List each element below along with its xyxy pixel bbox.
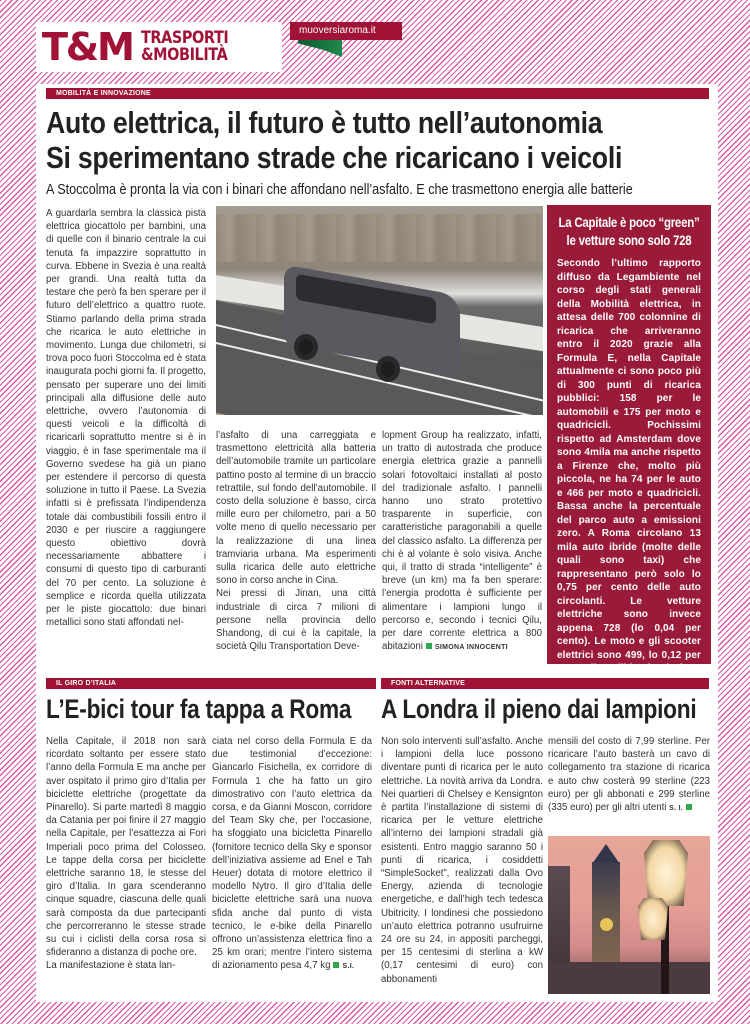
sidebar-title [554,213,705,249]
street-lamp [644,840,688,906]
sidebar-title-line1: La Capitale è poco “green” [558,214,700,230]
sidebar-text [557,257,701,689]
street-lamp [638,898,668,940]
main-article-col2-text-2: Nei pressi di Jinan, una città industriale di circa 7 milioni di persone nella provincia dello Shandong, di cui è la capitale, la società Qilu Transportation Deve- [216,588,376,653]
logo-title-line2: &MOBILITÀ [140,45,228,65]
london-signature: S. I. [669,805,684,813]
bike-article-col2 [212,735,372,974]
newspaper-page [36,84,718,1002]
logo-mark: T&M [42,25,133,69]
section-label-london: FONTI ALTERNATIVE [381,678,709,689]
main-subheadline: A Stoccolma è pronta la via con i binari che affondano nell’asfalto. E che trasmettono energia alle batterie [46,181,633,198]
main-headline [46,105,622,175]
end-square-icon [426,643,432,649]
main-article-col2-text: l’asfalto di una carreggiata e trasmettono elettricità alla batteria dell’automobile tramite un particolare pattino posto al termine di un braccio retrattile, sul fondo dell’automobile. Il costo della soluzione è basso, circa mille euro per chilometro, pari a 50 volte meno di quello necessario per la realizzazione di una linea tramviaria urbana. Ma esperimenti sulla ricarica delle auto elettriche sono in corso anche in Cina. [216,430,376,587]
london-article-col2-text: mensili del costo di 7,99 sterline. Per ricaricare l’auto basterà un cavo di collegamento tra stazione di ricarica e auto chw costerà 99 sterline (223 euro) per gli abbonati e 299 sterline (335 euro) per gli altri utenti [548,736,710,814]
london-article-col2 [548,735,710,815]
london-article-col1-text: Non solo interventi sull’asfalto. Anche i lampioni della luce possono diventare punti di ricarica per le auto elettriche. La novità arriva da Londra. Nei quartieri di Chelsey e Kensignton è partita l’installazione di sistemi di ricarica per le vetture elettriche all’interno dei lampioni stradali già esistenti. Entro maggio saranno 50 i punti di ricarica, i cosiddetti “SimpleSocket”, realizzati dalla Ovo Energy, azienda di tecnologie energetiche, e dall’high tech tedesca Ubitricity. I londinesi che possiedono un’auto elettrica potranno usufruirne 24 ore su 24, in appositi parcheggi, per 15 centesimi di sterlina a kW (0,17 centesimi di euro) con abbonamenti [381,736,543,985]
london-photo [548,836,710,994]
stone-wall [216,214,543,262]
bike-signature: S.I. [342,963,355,971]
flag-ribbon-icon [298,40,342,57]
van-photo [216,206,543,415]
logo-title [141,30,228,64]
london-headline: A Londra il pieno dai lampioni [381,694,697,724]
sidebar-box [547,205,711,674]
logo-title-line1: TRASPORTI [140,28,229,48]
main-article-col1-text: A guardarla sembra la classica pista elettrica giocattolo per bambini, una di quelle con il binario centrale la cui tenuta fa impazzire soprattutto in curva. Ebbene in Svezia è una realtà per grandi. Una realtà tutta da testare che però fa ben sperare per il futuro dell’elettrico a quattro ruote. Stiamo parlando della prima strada che ricarica le auto elettriche in movimento. Lunga due chilometri, si trova poco fuori Stoccolma ed è stata inaugurata pochi giorni fa. Il progetto, pensato per superare uno dei limiti principali alla diffusione delle auto elettriche, ovvero l’autonomia di questi veicoli e la difficoltà di ricaricarli soprattutto mentre si è in viaggio, è in fase sperimentale ma il Governo svedese ha già un piano per estendere il percorso di questa soluzione in tutto il Paese. La Svezia infatti si è prefissata l’indipendenza totale dai combustibili fossili entro il 2030 e per riuscire a raggiungere questo obiettivo dovrà necessariamente abbattere i consumi di questo tipo di carburanti del 70 per cento. La soluzione è semplice e ricorda quella utilizzata per le piste giocattolo: due binari metallici sono stati affondati nel- [46,208,206,629]
bike-headline: L’E-bici tour fa tappa a Roma [46,694,352,724]
bike-article-col1-text: Nella Capitale, il 2018 non sarà ricordato soltanto per essere stato l’anno della Formula E ma anche per aver ospitato il primo giro d’Italia per biciclette elettriche (progettate da Pinarello). Si parte martedì 8 maggio da Catania per poi finire il 27 maggio nella Capitale, per l’esattezza ai Fori Imperiali poco prima del Colosseo. Le tappe della corsa per biciclette elettriche saranno 18, le stesse del giro d’Italia. In gara scenderanno cinque squadre, ciascuna delle quali sarà composta da due partecipanti che percorreranno le stesse strade su cui i ciclisti della corsa rosa si sfideranno a distanza di poche ore. [46,736,206,959]
website-link[interactable]: muoversiaroma.it [290,22,402,40]
van-wheel [376,356,400,382]
section-label-main: MOBILITÀ E INNOVAZIONE [46,88,709,99]
van-wheel [294,334,318,360]
bike-article-col1 [46,735,206,973]
sidebar-title-line2: le vetture sono solo 728 [566,232,692,248]
bike-article-col1-text-2: La manifestazione è stata lan- [46,960,176,972]
bike-article-col2-text: ciata nel corso della Formula E da due testimonial d’eccezione: Giancarlo Fisichella, ex corridore di Formula 1 che ha fatto un giro dimostrativo con l’auto elettrica da corsa, e da Gianni Moscon, corridore del Team Sky che, per l’occasione, ha sfoggiato una bicicletta Pinarello (fornitore tecnico della Sky e sponsor dell’iniziativa assieme ad Enel e Tah Heuer) dotata di motore elettrico il modello Nytro. Il giro d’Italia delle biciclette elettriche sarà una nuova sfida anche dal punto di vista tecnico, le e-bike della Pinarello offrono un’assistenza elettrica fino a 25 km orari; mentre l’intero sistema di azionamento pesa 4,7 kg [212,736,372,972]
end-square-icon [333,962,339,968]
clock-face [600,918,613,931]
skyline [548,962,710,994]
sidebar-body: Secondo l’ultimo rapporto diffuso da Legambiente nel corso degli stati generali della Mobilità elettrica, in attesa delle 700 colonnine di ricarica che arriveranno entro il 2020 grazie alla Formula E, nella Capitale attualmente ci sono poco più di 300 punti di ricarica pubblici: 158 per le automobili e 175 per moto e quadricicli. Pochissimi rispetto ad Amsterdam dove sono 4mila ma anche rispetto a Firenze che, molto più piccola, ne ha 74 per le auto e 466 per moto e quadricicli. Bassa anche la percentuale del parco auto a emissioni zero. A Roma circolano 13 mila auto ibride (molte delle quali sono taxi) che rappresentano però solo lo 0,75 per cento delle auto circolanti. Le vetture elettriche sono invece appena 728 (lo 0,04 per cento). Le moto e gli scooter elettrici sono 499, lo 0,12 per cento di quelli in circolazione [557,258,701,674]
end-square-icon [686,804,692,810]
london-article-col1 [381,735,543,986]
main-article-col3-text: lopment Group ha realizzato, infatti, un tratto di autostrada che produce energia elettrica grazie a pannelli solari fotovoltaici installati al posto del tradizionale asfalto. I pannelli hanno uno strato protettivo trasparente in superficie, con caratteristiche paragonabili a quelle del classico asfalto. La differenza per chi è al volante è solo visiva. Anche qui, il tratto di strada “intelligente” è breve (un km) ma fa ben sperare: l’energia prodotta è sufficiente per alimentare i lampioni lungo il percorso e, secondo i tecnici Qilu, per dare corrente elettrica a 800 abitazioni [382,430,542,653]
main-article-col3 [382,429,542,654]
main-article-col2 [216,429,376,653]
tower-spire [592,844,620,864]
author-name: SIMONA INNOCENTI [434,644,508,652]
masthead-logo [36,22,282,72]
section-label-bike: IL GIRO D’ITALIA [46,678,376,689]
main-headline-line2: Si sperimentano strade che ricaricano i veicoli [46,140,623,175]
main-article-col1 [46,207,206,630]
main-headline-line1: Auto elettrica, il futuro è tutto nell’autonomia [46,105,603,140]
